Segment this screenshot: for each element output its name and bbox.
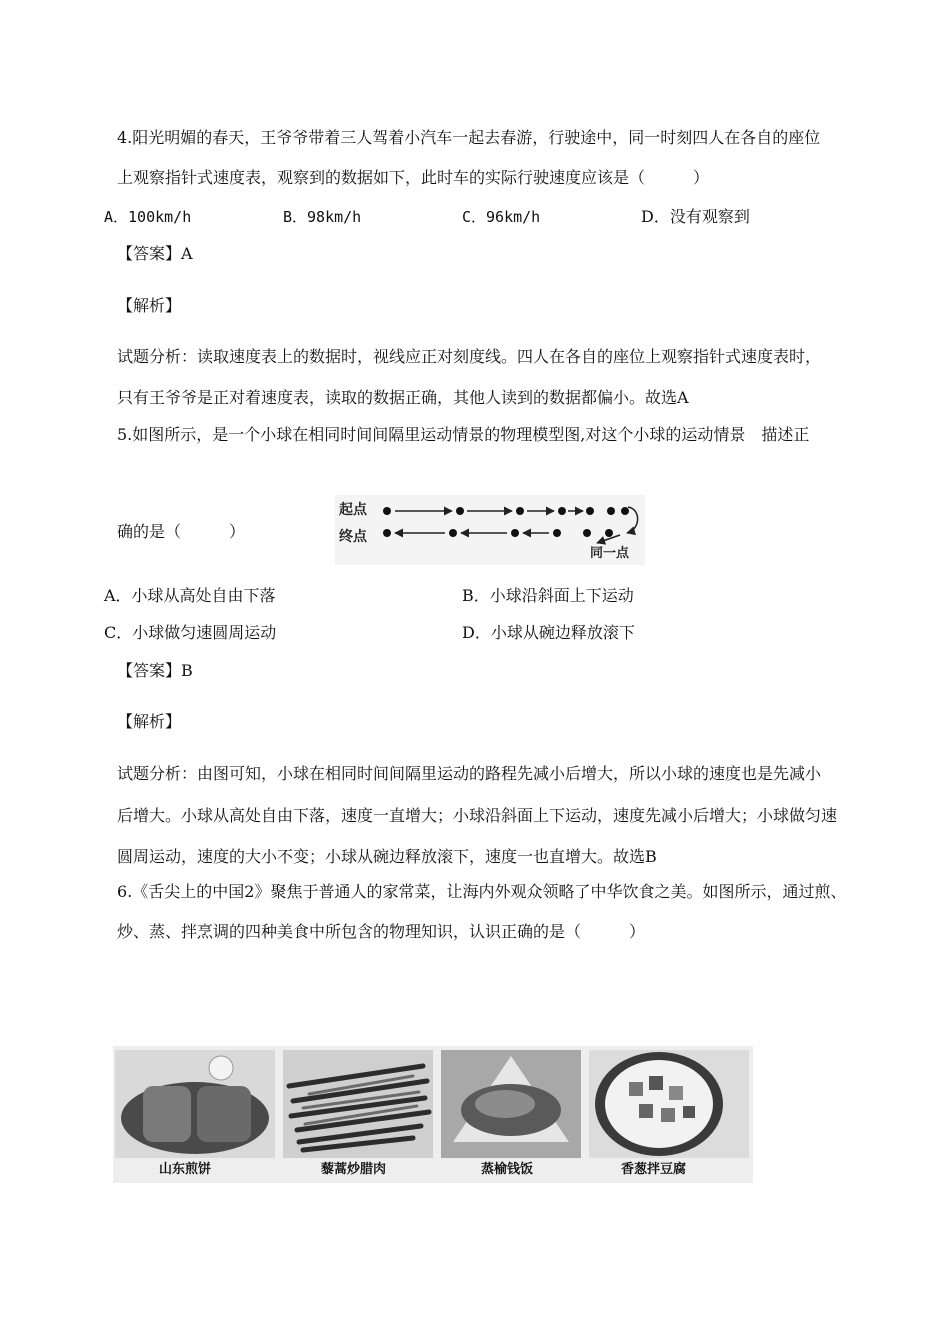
- ball-top-4: [558, 507, 566, 515]
- q5-analysis-line3: 圆周运动，速度的大小不变；小球从碗边释放滚下，速度一也直增大。故选B: [117, 847, 657, 866]
- q6-stem-line1: 6.《舌尖上的中国2》聚焦于普通人的家常菜，让海内外观众领略了中华饮食之美。如图所示，通过煎、: [117, 882, 847, 901]
- q5-stem-line2: 确的是（ ）: [117, 522, 246, 541]
- q5-analysis-line2: 后增大。小球从高处自由下落，速度一直增大；小球沿斜面上下运动，速度先减小后增大；小球做匀速: [117, 806, 838, 825]
- q5-option-c: C．小球做匀速圆周运动: [104, 623, 277, 642]
- q4-option-c: C．96km/h: [462, 208, 541, 226]
- caption-yuqian-fan: 蒸榆钱饭: [481, 1162, 534, 1177]
- ball-motion-figure: [335, 495, 645, 565]
- ball-bottom-2: [449, 529, 457, 537]
- photo-shandong-jianbing: [115, 1050, 275, 1158]
- photo-lihao-larou: [283, 1050, 433, 1158]
- start-label: 起点: [339, 502, 367, 518]
- ball-top-3: [516, 507, 524, 515]
- q5-option-a: A．小球从高处自由下落: [104, 586, 276, 605]
- q5-analysis-line1: 试题分析：由图可知，小球在相同时间间隔里运动的路程先减小后增大，所以小球的速度也是先减小: [117, 764, 822, 783]
- q4-option-b: B．98km/h: [283, 208, 362, 226]
- ball-bottom-3: [511, 529, 519, 537]
- ball-top-1: [383, 507, 391, 515]
- ball-bottom-1: [383, 529, 391, 537]
- q4-analysis-line2: 只有王爷爷是正对着速度表，读取的数据正确，其他人读到的数据都偏小。故选A: [117, 388, 689, 407]
- caption-lihao-larou: 藜蒿炒腊肉: [321, 1162, 387, 1177]
- ball-top-6: [607, 507, 615, 515]
- q4-option-d: D．没有观察到: [641, 207, 750, 226]
- photo-xiangcong-doufu: [589, 1050, 749, 1158]
- q5-option-d: D．小球从碗边释放滚下: [462, 623, 635, 642]
- q4-option-a: A．100km/h: [104, 208, 192, 226]
- q5-stem-line1: 5.如图所示，是一个小球在相同时间间隔里运动情景的物理模型图,对这个小球的运动情景 描述正: [117, 425, 810, 444]
- end-label: 终点: [339, 529, 367, 545]
- q4-analysis-label: 【解析】: [117, 296, 182, 315]
- q5-option-b: B．小球沿斜面上下运动: [462, 586, 634, 605]
- ball-top-7: [621, 507, 629, 515]
- q4-analysis-line1: 试题分析：读取速度表上的数据时，视线应正对刻度线。四人在各自的座位上观察指针式速度表时，: [117, 347, 822, 366]
- q4-stem-line2: 上观察指针式速度表，观察到的数据如下，此时车的实际行驶速度应该是（ ）: [117, 168, 710, 187]
- ball-bottom-5: [583, 529, 591, 537]
- caption-xiangcong-doufu: 香葱拌豆腐: [621, 1162, 687, 1177]
- ball-bottom-4: [553, 529, 561, 537]
- ball-bottom-6: [605, 529, 613, 537]
- ball-top-2: [456, 507, 464, 515]
- q6-stem-line2: 炒、蒸、拌烹调的四种美食中所包含的物理知识，认识正确的是（ ）: [117, 922, 646, 941]
- same-point-label: 同一点: [590, 546, 630, 561]
- caption-jianbing: 山东煎饼: [159, 1162, 212, 1177]
- q4-answer: 【答案】A: [117, 244, 193, 263]
- photo-yuqian-fan: [441, 1050, 581, 1158]
- q5-answer: 【答案】B: [117, 661, 193, 680]
- ball-top-5: [586, 507, 594, 515]
- food-photos-figure: [113, 1046, 753, 1183]
- q4-stem-line1: 4.阳光明媚的春天，王爷爷带着三人驾着小汽车一起去春游，行驶途中，同一时刻四人在各自的座位: [117, 128, 821, 147]
- q5-analysis-label: 【解析】: [117, 712, 182, 731]
